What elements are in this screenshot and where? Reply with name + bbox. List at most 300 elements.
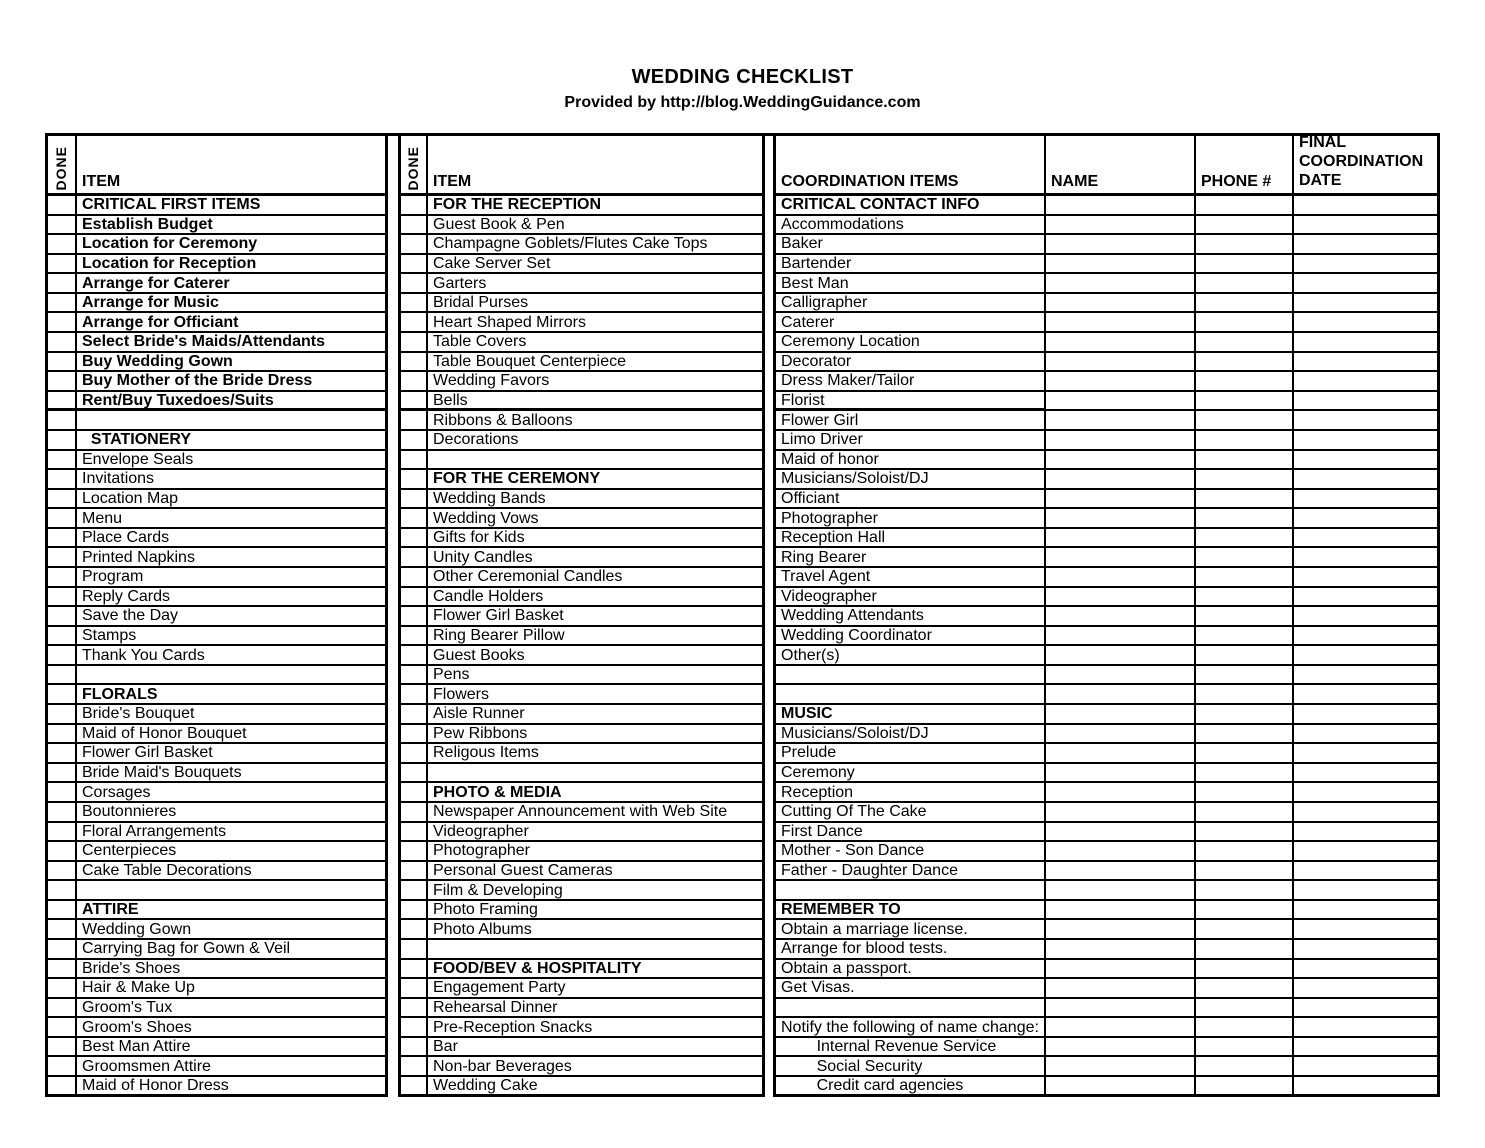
done-checkbox[interactable]	[398, 490, 428, 510]
date-cell[interactable]	[1294, 490, 1440, 510]
phone-cell[interactable]	[1196, 705, 1294, 725]
done-checkbox[interactable]	[45, 1018, 77, 1038]
table-row	[45, 353, 1440, 373]
name-cell[interactable]	[1046, 588, 1196, 608]
name-cell[interactable]	[1046, 842, 1196, 862]
column-gap	[388, 255, 398, 275]
phone-cell[interactable]	[1196, 1077, 1294, 1097]
date-cell[interactable]	[1294, 705, 1440, 725]
name-cell[interactable]	[1046, 294, 1196, 314]
date-cell[interactable]	[1294, 411, 1440, 431]
item-cell: Photographer	[428, 842, 765, 862]
phone-cell[interactable]	[1196, 901, 1294, 921]
name-cell[interactable]	[1046, 411, 1196, 431]
item-cell: Bridal Purses	[428, 294, 765, 314]
name-cell[interactable]	[1046, 862, 1196, 882]
date-cell[interactable]	[1294, 823, 1440, 843]
date-cell[interactable]	[1294, 960, 1440, 980]
done-checkbox[interactable]	[398, 999, 428, 1019]
name-cell[interactable]	[1046, 529, 1196, 549]
done-checkbox[interactable]	[398, 353, 428, 373]
date-cell[interactable]	[1294, 1018, 1440, 1038]
done-checkbox[interactable]	[45, 705, 77, 725]
date-cell[interactable]	[1294, 920, 1440, 940]
name-cell[interactable]	[1046, 783, 1196, 803]
item-cell: STATIONERY	[77, 431, 388, 451]
item-cell: Printed Napkins	[77, 548, 388, 568]
date-cell[interactable]	[1294, 588, 1440, 608]
done-checkbox[interactable]	[398, 470, 428, 490]
done-checkbox[interactable]	[398, 548, 428, 568]
column-gap	[765, 548, 773, 568]
done-checkbox[interactable]	[45, 353, 77, 373]
date-cell[interactable]	[1294, 627, 1440, 647]
column-gap	[765, 490, 773, 510]
phone-cell[interactable]	[1196, 294, 1294, 314]
date-cell[interactable]	[1294, 1057, 1440, 1077]
done-checkbox[interactable]	[398, 1077, 428, 1097]
column-gap	[388, 960, 398, 980]
done-checkbox[interactable]	[45, 1077, 77, 1097]
date-cell[interactable]	[1294, 372, 1440, 392]
done-checkbox[interactable]	[398, 725, 428, 745]
name-cell[interactable]	[1046, 627, 1196, 647]
phone-cell[interactable]	[1196, 509, 1294, 529]
done-checkbox[interactable]	[45, 979, 77, 999]
done-checkbox[interactable]	[45, 274, 77, 294]
date-cell[interactable]	[1294, 725, 1440, 745]
name-cell[interactable]	[1046, 196, 1196, 216]
name-cell[interactable]	[1046, 705, 1196, 725]
done-checkbox[interactable]	[398, 979, 428, 999]
phone-cell[interactable]	[1196, 529, 1294, 549]
column-gap	[388, 1038, 398, 1058]
done-checkbox[interactable]	[45, 333, 77, 353]
done-checkbox[interactable]	[45, 607, 77, 627]
done-checkbox[interactable]	[398, 274, 428, 294]
name-cell[interactable]	[1046, 1077, 1196, 1097]
done-checkbox[interactable]	[45, 529, 77, 549]
phone-cell[interactable]	[1196, 862, 1294, 882]
done-checkbox[interactable]	[398, 294, 428, 314]
done-checkbox[interactable]	[398, 313, 428, 333]
date-cell[interactable]	[1294, 509, 1440, 529]
done-checkbox[interactable]	[398, 588, 428, 608]
done-checkbox[interactable]	[398, 333, 428, 353]
done-checkbox[interactable]	[45, 920, 77, 940]
col-header-phone: PHONE #	[1196, 133, 1294, 196]
date-cell[interactable]	[1294, 979, 1440, 999]
date-cell[interactable]	[1294, 529, 1440, 549]
date-cell[interactable]	[1294, 548, 1440, 568]
done-checkbox[interactable]	[398, 627, 428, 647]
done-checkbox[interactable]	[398, 842, 428, 862]
coordination-item-cell: Cutting Of The Cake	[773, 803, 1046, 823]
done-checkbox[interactable]	[45, 490, 77, 510]
name-cell[interactable]	[1046, 451, 1196, 471]
name-cell[interactable]	[1046, 568, 1196, 588]
name-cell[interactable]	[1046, 274, 1196, 294]
done-checkbox[interactable]	[398, 901, 428, 921]
done-checkbox[interactable]	[45, 196, 77, 216]
phone-cell[interactable]	[1196, 313, 1294, 333]
done-checkbox[interactable]	[45, 862, 77, 882]
done-checkbox[interactable]	[398, 216, 428, 236]
date-cell[interactable]	[1294, 685, 1440, 705]
done-checkbox[interactable]	[398, 920, 428, 940]
item-cell: Save the Day	[77, 607, 388, 627]
column-gap	[765, 705, 773, 725]
name-cell[interactable]	[1046, 725, 1196, 745]
done-checkbox[interactable]	[398, 823, 428, 843]
column-gap	[765, 568, 773, 588]
item-cell: Thank You Cards	[77, 646, 388, 666]
item-cell: Champagne Goblets/Flutes Cake Tops	[428, 235, 765, 255]
column-gap	[765, 607, 773, 627]
done-checkbox[interactable]	[45, 392, 77, 412]
phone-cell[interactable]	[1196, 627, 1294, 647]
date-cell[interactable]	[1294, 607, 1440, 627]
name-cell[interactable]	[1046, 607, 1196, 627]
done-checkbox[interactable]	[45, 588, 77, 608]
phone-cell[interactable]	[1196, 960, 1294, 980]
name-cell[interactable]	[1046, 940, 1196, 960]
name-cell[interactable]	[1046, 313, 1196, 333]
name-cell[interactable]	[1046, 823, 1196, 843]
date-cell[interactable]	[1294, 255, 1440, 275]
phone-cell[interactable]	[1196, 823, 1294, 843]
name-cell[interactable]	[1046, 979, 1196, 999]
item-cell	[428, 764, 765, 784]
item-cell: Groomsmen Attire	[77, 1057, 388, 1077]
phone-cell[interactable]	[1196, 588, 1294, 608]
done-checkbox[interactable]	[45, 627, 77, 647]
done-checkbox[interactable]	[398, 1057, 428, 1077]
done-checkbox[interactable]	[45, 235, 77, 255]
phone-cell[interactable]	[1196, 274, 1294, 294]
item-cell: Arrange for Officiant	[77, 313, 388, 333]
done-checkbox[interactable]	[45, 744, 77, 764]
phone-cell[interactable]	[1196, 372, 1294, 392]
item-cell	[77, 411, 388, 431]
done-checkbox[interactable]	[45, 823, 77, 843]
done-checkbox[interactable]	[45, 685, 77, 705]
phone-cell[interactable]	[1196, 353, 1294, 373]
done-checkbox[interactable]	[45, 725, 77, 745]
done-checkbox[interactable]	[45, 255, 77, 275]
done-checkbox[interactable]	[398, 862, 428, 882]
date-cell[interactable]	[1294, 274, 1440, 294]
table-row	[45, 509, 1440, 529]
date-cell[interactable]	[1294, 216, 1440, 236]
done-checkbox[interactable]	[45, 666, 77, 686]
table-row	[45, 764, 1440, 784]
phone-cell[interactable]	[1196, 783, 1294, 803]
name-cell[interactable]	[1046, 744, 1196, 764]
done-checkbox[interactable]	[398, 451, 428, 471]
done-checkbox[interactable]	[398, 960, 428, 980]
name-cell[interactable]	[1046, 881, 1196, 901]
item-cell: Groom's Shoes	[77, 1018, 388, 1038]
done-checkbox[interactable]	[45, 548, 77, 568]
coordination-item-cell: Other(s)	[773, 646, 1046, 666]
phone-cell[interactable]	[1196, 764, 1294, 784]
phone-cell[interactable]	[1196, 392, 1294, 412]
phone-cell[interactable]	[1196, 216, 1294, 236]
name-cell[interactable]	[1046, 1018, 1196, 1038]
table-row	[45, 235, 1440, 255]
done-checkbox[interactable]	[398, 1038, 428, 1058]
done-checkbox[interactable]	[45, 960, 77, 980]
done-checkbox[interactable]	[45, 940, 77, 960]
phone-cell[interactable]	[1196, 881, 1294, 901]
phone-cell[interactable]	[1196, 235, 1294, 255]
name-cell[interactable]	[1046, 216, 1196, 236]
date-cell[interactable]	[1294, 999, 1440, 1019]
name-cell[interactable]	[1046, 960, 1196, 980]
date-cell[interactable]	[1294, 1038, 1440, 1058]
phone-cell[interactable]	[1196, 568, 1294, 588]
name-cell[interactable]	[1046, 920, 1196, 940]
date-cell[interactable]	[1294, 764, 1440, 784]
date-cell[interactable]	[1294, 862, 1440, 882]
date-cell[interactable]	[1294, 294, 1440, 314]
name-cell[interactable]	[1046, 333, 1196, 353]
done-checkbox[interactable]	[45, 431, 77, 451]
date-cell[interactable]	[1294, 568, 1440, 588]
done-checkbox[interactable]	[398, 940, 428, 960]
done-checkbox[interactable]	[398, 705, 428, 725]
phone-cell[interactable]	[1196, 646, 1294, 666]
phone-cell[interactable]	[1196, 333, 1294, 353]
phone-cell[interactable]	[1196, 607, 1294, 627]
done-checkbox[interactable]	[45, 216, 77, 236]
name-cell[interactable]	[1046, 1038, 1196, 1058]
phone-cell[interactable]	[1196, 255, 1294, 275]
date-cell[interactable]	[1294, 842, 1440, 862]
item-cell: Buy Mother of the Bride Dress	[77, 372, 388, 392]
date-cell[interactable]	[1294, 392, 1440, 412]
done-checkbox[interactable]	[45, 568, 77, 588]
date-cell[interactable]	[1294, 196, 1440, 216]
name-cell[interactable]	[1046, 255, 1196, 275]
done-checkbox[interactable]	[45, 313, 77, 333]
name-cell[interactable]	[1046, 764, 1196, 784]
table-row	[45, 1077, 1440, 1097]
date-cell[interactable]	[1294, 666, 1440, 686]
done-checkbox[interactable]	[398, 372, 428, 392]
date-cell[interactable]	[1294, 451, 1440, 471]
table-row	[45, 725, 1440, 745]
column-gap	[388, 940, 398, 960]
done-checkbox[interactable]	[398, 607, 428, 627]
done-checkbox[interactable]	[45, 881, 77, 901]
name-cell[interactable]	[1046, 470, 1196, 490]
name-cell[interactable]	[1046, 901, 1196, 921]
phone-cell[interactable]	[1196, 1018, 1294, 1038]
coordination-item-cell: Bartender	[773, 255, 1046, 275]
item-cell: Personal Guest Cameras	[428, 862, 765, 882]
name-cell[interactable]	[1046, 646, 1196, 666]
column-gap	[765, 783, 773, 803]
column-gap	[388, 666, 398, 686]
date-cell[interactable]	[1294, 744, 1440, 764]
name-cell[interactable]	[1046, 548, 1196, 568]
done-checkbox[interactable]	[398, 803, 428, 823]
name-cell[interactable]	[1046, 490, 1196, 510]
phone-cell[interactable]	[1196, 940, 1294, 960]
done-checkbox[interactable]	[45, 470, 77, 490]
done-checkbox[interactable]	[398, 411, 428, 431]
phone-cell[interactable]	[1196, 490, 1294, 510]
name-cell[interactable]	[1046, 392, 1196, 412]
name-cell[interactable]	[1046, 999, 1196, 1019]
done-checkbox[interactable]	[45, 999, 77, 1019]
column-gap	[765, 803, 773, 823]
done-checkbox[interactable]	[398, 529, 428, 549]
date-cell[interactable]	[1294, 431, 1440, 451]
coordination-item-cell: Musicians/Soloist/DJ	[773, 725, 1046, 745]
date-cell[interactable]	[1294, 783, 1440, 803]
date-cell[interactable]	[1294, 313, 1440, 333]
date-cell[interactable]	[1294, 940, 1440, 960]
column-gap	[765, 411, 773, 431]
done-checkbox[interactable]	[45, 411, 77, 431]
phone-cell[interactable]	[1196, 999, 1294, 1019]
column-gap	[388, 1057, 398, 1077]
done-checkbox[interactable]	[45, 294, 77, 314]
table-row	[45, 451, 1440, 471]
name-cell[interactable]	[1046, 803, 1196, 823]
phone-cell[interactable]	[1196, 803, 1294, 823]
item-cell: Table Covers	[428, 333, 765, 353]
item-cell: Newspaper Announcement with Web Site	[428, 803, 765, 823]
coordination-item-cell: Notify the following of name change:	[773, 1018, 1046, 1038]
done-checkbox[interactable]	[398, 235, 428, 255]
column-gap	[388, 235, 398, 255]
column-gap	[765, 1077, 773, 1097]
done-checkbox[interactable]	[45, 783, 77, 803]
name-cell[interactable]	[1046, 235, 1196, 255]
table-row	[45, 548, 1440, 568]
phone-cell[interactable]	[1196, 685, 1294, 705]
done-checkbox[interactable]	[398, 196, 428, 216]
phone-cell[interactable]	[1196, 920, 1294, 940]
done-checkbox[interactable]	[398, 568, 428, 588]
done-checkbox[interactable]	[45, 646, 77, 666]
done-checkbox[interactable]	[398, 646, 428, 666]
done-checkbox[interactable]	[398, 392, 428, 412]
column-gap	[765, 940, 773, 960]
done-checkbox[interactable]	[45, 451, 77, 471]
done-checkbox[interactable]	[45, 509, 77, 529]
date-cell[interactable]	[1294, 803, 1440, 823]
item-cell: Other Ceremonial Candles	[428, 568, 765, 588]
date-cell[interactable]	[1294, 470, 1440, 490]
column-gap	[388, 646, 398, 666]
name-cell[interactable]	[1046, 685, 1196, 705]
table-row	[45, 372, 1440, 392]
phone-cell[interactable]	[1196, 1038, 1294, 1058]
name-cell[interactable]	[1046, 372, 1196, 392]
done-checkbox[interactable]	[45, 842, 77, 862]
done-checkbox[interactable]	[45, 901, 77, 921]
done-checkbox[interactable]	[398, 1018, 428, 1038]
item-cell: Table Bouquet Centerpiece	[428, 353, 765, 373]
done-checkbox[interactable]	[45, 372, 77, 392]
done-checkbox[interactable]	[398, 764, 428, 784]
item-cell	[77, 666, 388, 686]
phone-cell[interactable]	[1196, 744, 1294, 764]
column-gap	[388, 705, 398, 725]
name-cell[interactable]	[1046, 431, 1196, 451]
date-cell[interactable]	[1294, 881, 1440, 901]
phone-cell[interactable]	[1196, 725, 1294, 745]
phone-cell[interactable]	[1196, 451, 1294, 471]
name-cell[interactable]	[1046, 509, 1196, 529]
phone-cell[interactable]	[1196, 431, 1294, 451]
column-gap	[388, 588, 398, 608]
date-cell[interactable]	[1294, 333, 1440, 353]
item-cell: Maid of Honor Bouquet	[77, 725, 388, 745]
coordination-item-cell: Calligrapher	[773, 294, 1046, 314]
phone-cell[interactable]	[1196, 979, 1294, 999]
item-cell: ATTIRE	[77, 901, 388, 921]
done-checkbox[interactable]	[398, 881, 428, 901]
coordination-item-cell: Officiant	[773, 490, 1046, 510]
done-checkbox[interactable]	[398, 666, 428, 686]
date-cell[interactable]	[1294, 235, 1440, 255]
table-row	[45, 216, 1440, 236]
name-cell[interactable]	[1046, 353, 1196, 373]
table-row	[45, 666, 1440, 686]
name-cell[interactable]	[1046, 1057, 1196, 1077]
phone-cell[interactable]	[1196, 470, 1294, 490]
date-cell[interactable]	[1294, 353, 1440, 373]
column-gap	[388, 881, 398, 901]
column-gap	[765, 255, 773, 275]
done-checkbox[interactable]	[398, 783, 428, 803]
phone-cell[interactable]	[1196, 548, 1294, 568]
phone-cell[interactable]	[1196, 411, 1294, 431]
item-cell: Pre-Reception Snacks	[428, 1018, 765, 1038]
date-cell[interactable]	[1294, 1077, 1440, 1097]
phone-cell[interactable]	[1196, 842, 1294, 862]
table-row	[45, 470, 1440, 490]
done-checkbox[interactable]	[45, 1057, 77, 1077]
date-cell[interactable]	[1294, 901, 1440, 921]
table-row	[45, 646, 1440, 666]
done-checkbox[interactable]	[398, 431, 428, 451]
column-gap	[388, 764, 398, 784]
name-cell[interactable]	[1046, 666, 1196, 686]
table-row	[45, 588, 1440, 608]
phone-cell[interactable]	[1196, 1057, 1294, 1077]
table-row	[45, 333, 1440, 353]
done-checkbox[interactable]	[398, 744, 428, 764]
done-checkbox[interactable]	[45, 764, 77, 784]
phone-cell[interactable]	[1196, 666, 1294, 686]
done-checkbox[interactable]	[398, 685, 428, 705]
phone-cell[interactable]	[1196, 196, 1294, 216]
done-checkbox[interactable]	[45, 803, 77, 823]
done-checkbox[interactable]	[398, 255, 428, 275]
item-cell: Bride's Bouquet	[77, 705, 388, 725]
done-checkbox[interactable]	[45, 1038, 77, 1058]
date-cell[interactable]	[1294, 646, 1440, 666]
done-checkbox[interactable]	[398, 509, 428, 529]
column-gap	[765, 294, 773, 314]
